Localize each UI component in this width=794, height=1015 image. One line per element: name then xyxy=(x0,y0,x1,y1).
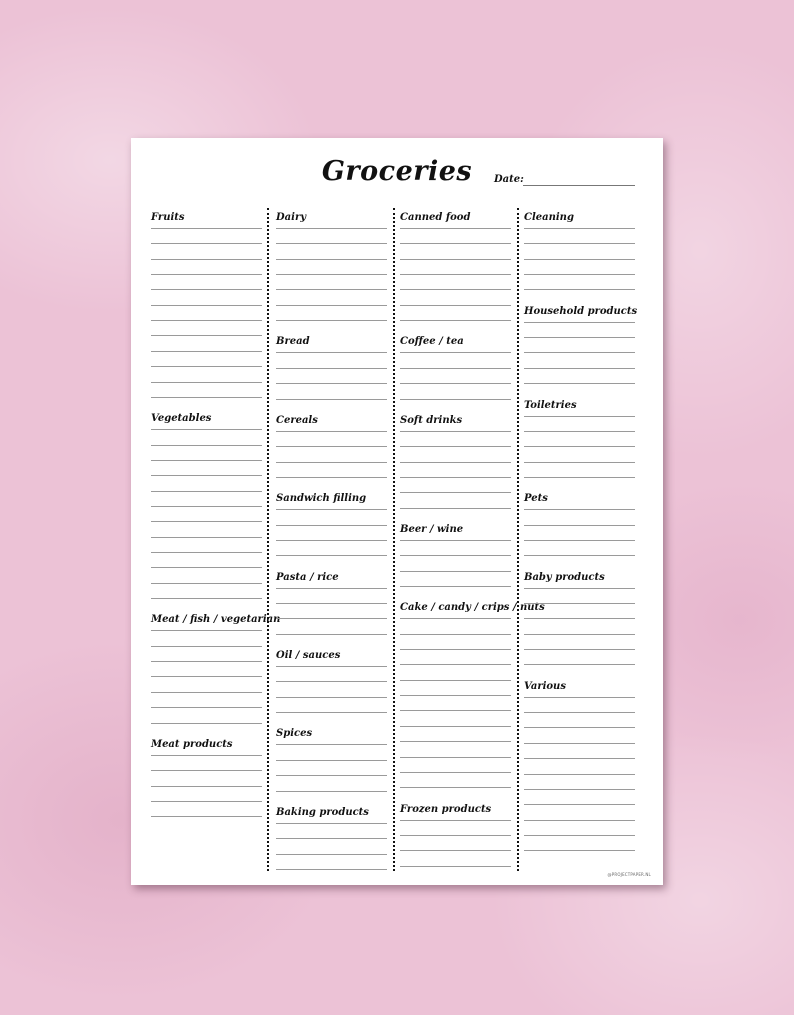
writing-line[interactable] xyxy=(151,445,262,446)
writing-line[interactable] xyxy=(151,770,262,771)
writing-line[interactable] xyxy=(400,649,511,650)
writing-line[interactable] xyxy=(276,744,387,745)
grocery-list-sheet xyxy=(131,138,663,885)
section-heading: Dairy xyxy=(276,212,307,223)
section-heading: Cake / candy / crips / nuts xyxy=(400,602,545,614)
writing-line[interactable] xyxy=(276,588,387,589)
section-heading: Oil / sauces xyxy=(276,650,341,662)
writing-line[interactable] xyxy=(276,540,387,541)
writing-line[interactable] xyxy=(276,823,387,824)
writing-line[interactable] xyxy=(400,320,511,321)
writing-line[interactable] xyxy=(400,757,511,758)
writing-line[interactable] xyxy=(276,243,387,244)
section-heading: Pasta / rice xyxy=(276,571,339,583)
writing-line[interactable] xyxy=(400,866,511,867)
writing-line[interactable] xyxy=(276,462,387,463)
writing-line[interactable] xyxy=(524,416,635,417)
column-divider xyxy=(517,208,519,871)
writing-line[interactable] xyxy=(524,555,635,556)
writing-line[interactable] xyxy=(524,774,635,775)
writing-line[interactable] xyxy=(151,676,262,677)
writing-line[interactable] xyxy=(524,835,635,836)
writing-line[interactable] xyxy=(524,352,635,353)
writing-line[interactable] xyxy=(400,508,511,509)
writing-line[interactable] xyxy=(524,758,635,759)
writing-line[interactable] xyxy=(276,274,387,275)
date-field-line xyxy=(523,185,635,186)
writing-line[interactable] xyxy=(151,228,262,229)
writing-line[interactable] xyxy=(400,726,511,727)
section-heading: Canned food xyxy=(400,212,471,223)
writing-line[interactable] xyxy=(524,588,635,589)
writing-line[interactable] xyxy=(400,540,511,541)
writing-line[interactable] xyxy=(524,383,635,384)
writing-line[interactable] xyxy=(400,383,511,384)
writing-line[interactable] xyxy=(151,786,262,787)
writing-line[interactable] xyxy=(151,816,262,817)
writing-line[interactable] xyxy=(524,431,635,432)
writing-line[interactable] xyxy=(400,787,511,788)
section-heading: Toiletries xyxy=(524,399,577,411)
writing-line[interactable] xyxy=(400,431,511,432)
section-heading: Spices xyxy=(276,728,313,740)
writing-line[interactable] xyxy=(151,351,262,352)
writing-line[interactable] xyxy=(524,337,635,338)
writing-line[interactable] xyxy=(151,289,262,290)
section-heading: Baking products xyxy=(276,806,369,818)
writing-line[interactable] xyxy=(524,368,635,369)
writing-line[interactable] xyxy=(276,228,387,229)
writing-line[interactable] xyxy=(524,850,635,851)
writing-line[interactable] xyxy=(400,835,511,836)
column-divider xyxy=(267,208,269,871)
writing-line[interactable] xyxy=(151,382,262,383)
section-heading: Fruits xyxy=(151,212,185,223)
writing-line[interactable] xyxy=(524,509,635,510)
writing-line[interactable] xyxy=(524,743,635,744)
page-title: Groceries xyxy=(321,156,473,187)
writing-line[interactable] xyxy=(151,305,262,306)
writing-line[interactable] xyxy=(151,723,262,724)
section-heading: Various xyxy=(524,680,566,692)
section-heading: Meat products xyxy=(151,738,233,750)
writing-line[interactable] xyxy=(524,697,635,698)
writing-line[interactable] xyxy=(276,697,387,698)
writing-line[interactable] xyxy=(151,274,262,275)
writing-line[interactable] xyxy=(276,854,387,855)
writing-line[interactable] xyxy=(524,243,635,244)
writing-line[interactable] xyxy=(400,772,511,773)
writing-line[interactable] xyxy=(524,477,635,478)
writing-line[interactable] xyxy=(524,804,635,805)
writing-line[interactable] xyxy=(524,634,635,635)
writing-line[interactable] xyxy=(276,555,387,556)
writing-line[interactable] xyxy=(400,586,511,587)
writing-line[interactable] xyxy=(524,228,635,229)
writing-line[interactable] xyxy=(524,274,635,275)
writing-line[interactable] xyxy=(276,383,387,384)
section-heading: Baby products xyxy=(524,571,605,583)
writing-line[interactable] xyxy=(400,680,511,681)
writing-line[interactable] xyxy=(400,462,511,463)
writing-line[interactable] xyxy=(400,741,511,742)
writing-line[interactable] xyxy=(400,477,511,478)
writing-line[interactable] xyxy=(524,712,635,713)
writing-line[interactable] xyxy=(400,850,511,851)
writing-line[interactable] xyxy=(151,335,262,336)
writing-line[interactable] xyxy=(400,618,511,619)
writing-line[interactable] xyxy=(276,791,387,792)
writing-line[interactable] xyxy=(151,243,262,244)
writing-line[interactable] xyxy=(276,775,387,776)
writing-line[interactable] xyxy=(400,305,511,306)
section-heading: Beer / wine xyxy=(400,523,464,535)
writing-line[interactable] xyxy=(151,598,262,599)
writing-line[interactable] xyxy=(524,322,635,323)
writing-line[interactable] xyxy=(524,649,635,650)
writing-line[interactable] xyxy=(276,681,387,682)
writing-line[interactable] xyxy=(151,475,262,476)
writing-line[interactable] xyxy=(151,692,262,693)
writing-line[interactable] xyxy=(276,320,387,321)
writing-line[interactable] xyxy=(276,869,387,870)
writing-line[interactable] xyxy=(276,603,387,604)
writing-line[interactable] xyxy=(400,352,511,353)
section-heading: Bread xyxy=(276,336,310,348)
writing-line[interactable] xyxy=(276,509,387,510)
writing-line[interactable] xyxy=(276,259,387,260)
writing-line[interactable] xyxy=(524,259,635,260)
writing-line[interactable] xyxy=(276,712,387,713)
writing-line[interactable] xyxy=(151,366,262,367)
writing-line[interactable] xyxy=(151,583,262,584)
writing-line[interactable] xyxy=(524,727,635,728)
writing-line[interactable] xyxy=(524,618,635,619)
writing-line[interactable] xyxy=(400,259,511,260)
writing-line[interactable] xyxy=(276,305,387,306)
writing-line[interactable] xyxy=(276,431,387,432)
writing-line[interactable] xyxy=(151,661,262,662)
writing-line[interactable] xyxy=(276,477,387,478)
section-heading: Cereals xyxy=(276,414,318,426)
writing-line[interactable] xyxy=(151,429,262,430)
writing-line[interactable] xyxy=(151,320,262,321)
column-divider xyxy=(393,208,395,871)
writing-line[interactable] xyxy=(524,789,635,790)
writing-line[interactable] xyxy=(524,525,635,526)
writing-line[interactable] xyxy=(400,289,511,290)
writing-line[interactable] xyxy=(400,634,511,635)
writing-line[interactable] xyxy=(400,571,511,572)
writing-line[interactable] xyxy=(400,368,511,369)
writing-line[interactable] xyxy=(151,506,262,507)
writing-line[interactable] xyxy=(151,567,262,568)
writing-line[interactable] xyxy=(276,760,387,761)
writing-line[interactable] xyxy=(151,259,262,260)
writing-line[interactable] xyxy=(276,399,387,400)
section-heading: Frozen products xyxy=(400,803,492,815)
writing-line[interactable] xyxy=(400,664,511,665)
writing-line[interactable] xyxy=(276,666,387,667)
writing-line[interactable] xyxy=(151,537,262,538)
writing-line[interactable] xyxy=(524,289,635,290)
writing-line[interactable] xyxy=(151,397,262,398)
writing-line[interactable] xyxy=(276,289,387,290)
writing-line[interactable] xyxy=(400,492,511,493)
writing-line[interactable] xyxy=(151,552,262,553)
section-heading: Vegetables xyxy=(151,413,212,425)
writing-line[interactable] xyxy=(524,462,635,463)
writing-line[interactable] xyxy=(151,646,262,647)
writing-line[interactable] xyxy=(524,820,635,821)
writing-line[interactable] xyxy=(276,368,387,369)
writing-line[interactable] xyxy=(400,274,511,275)
writing-line[interactable] xyxy=(276,634,387,635)
writing-line[interactable] xyxy=(276,352,387,353)
writing-line[interactable] xyxy=(400,446,511,447)
writing-line[interactable] xyxy=(276,838,387,839)
writing-line[interactable] xyxy=(276,525,387,526)
writing-line[interactable] xyxy=(400,243,511,244)
writing-line[interactable] xyxy=(151,521,262,522)
writing-line[interactable] xyxy=(524,603,635,604)
section-heading: Cleaning xyxy=(524,212,574,223)
writing-line[interactable] xyxy=(400,228,511,229)
section-heading: Household products xyxy=(524,305,638,317)
writing-line[interactable] xyxy=(151,460,262,461)
section-heading: Soft drinks xyxy=(400,414,463,426)
writing-line[interactable] xyxy=(524,540,635,541)
writing-line[interactable] xyxy=(151,630,262,631)
footer-credit: @PROJECTPAPER.NL xyxy=(607,872,651,877)
writing-line[interactable] xyxy=(400,710,511,711)
section-heading: Coffee / tea xyxy=(400,336,464,348)
writing-line[interactable] xyxy=(276,618,387,619)
writing-line[interactable] xyxy=(151,707,262,708)
writing-line[interactable] xyxy=(276,446,387,447)
section-heading: Sandwich filling xyxy=(276,493,367,505)
section-heading: Meat / fish / vegetarian xyxy=(151,614,281,626)
date-label: Date: xyxy=(494,174,524,185)
writing-line[interactable] xyxy=(151,491,262,492)
writing-line[interactable] xyxy=(400,695,511,696)
writing-line[interactable] xyxy=(151,801,262,802)
writing-line[interactable] xyxy=(400,399,511,400)
writing-line[interactable] xyxy=(524,664,635,665)
writing-line[interactable] xyxy=(400,555,511,556)
writing-line[interactable] xyxy=(151,755,262,756)
writing-line[interactable] xyxy=(400,820,511,821)
section-heading: Pets xyxy=(524,493,548,505)
writing-line[interactable] xyxy=(524,446,635,447)
